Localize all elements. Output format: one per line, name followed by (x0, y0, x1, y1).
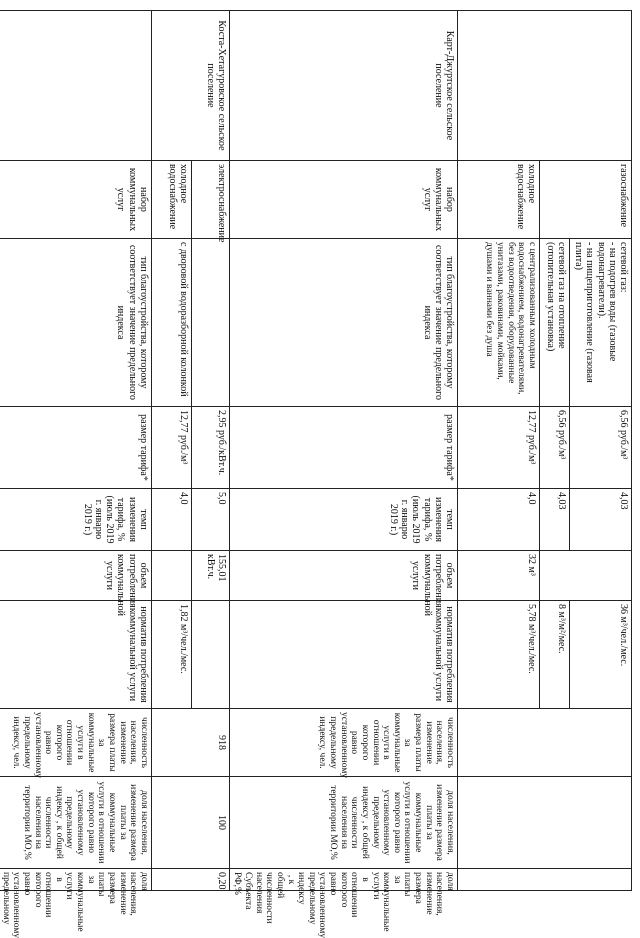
volume-gas-b: 32 м³ (458, 551, 540, 601)
type-gas-a: сетевой газ: - на подогрев воды (газовые водонагреватели). - на пищеприготовление (газовая плита) (570, 239, 632, 407)
settlement-cell-empty (458, 11, 632, 161)
volume-water-kosta-empty (151, 551, 191, 601)
tariff-elec: 2,95 руб./кВт.ч. (191, 407, 229, 489)
tariff-table (0, 10, 632, 938)
type-water-kosta: с дворовой водоразборной колонкой (151, 239, 191, 407)
growth-water: 4,0 (458, 489, 540, 551)
settlement-kara: Карт-Джуртское сельское поселение (229, 11, 457, 161)
settlement-kosta: Коста-Хетагуровское сельское поселение (151, 11, 229, 161)
header-pop-kosta: численность населения, изменение размера платы за коммунальные услуги в отношении которого равно установленному предельному индексу, чел. (0, 709, 151, 777)
volume-gas-empty (540, 551, 632, 601)
growth-gas-b: 4,03 (540, 489, 570, 551)
service-water-kosta: холодное водоснабжение (151, 161, 191, 239)
header-volume: объем потребления коммунальной услуги (229, 551, 457, 601)
header-tariff-kosta: размер тарифа* (0, 407, 151, 489)
row-kara-gas-a (570, 11, 632, 891)
norm-water-kosta: 1,82 м³/чел./мес. (151, 601, 191, 709)
share-sub-empty (458, 869, 632, 891)
row-kara-header (229, 11, 457, 891)
norm-gas-b: 8 м³/м²/мес. (540, 601, 570, 709)
row-kosta-header (0, 11, 151, 891)
volume-elec: 155,01 кВт.ч. (191, 551, 229, 601)
header-type-kosta: тип благоустройства, которому соответствует значение предельного индекса (0, 239, 151, 407)
tariff-gas-b: 6,56 руб./м³ (540, 407, 570, 489)
header-growth: темп изменения тарифа, % (июль 2019 г. январю 2019 г.) (229, 489, 457, 551)
type-elec-empty (191, 239, 229, 407)
row-kosta-elec (191, 11, 229, 891)
header-set: набор коммунальных услуг (229, 161, 457, 239)
service-elec: электроснабжение (191, 161, 229, 239)
header-pop: численность населения, изменение размера платы за коммунальные услуги в отношении которого равно установленному предельному индексу, чел. (229, 709, 457, 777)
growth-water-kosta: 4,0 (151, 489, 191, 551)
header-tariff: размер тарифа* (229, 407, 457, 489)
norm-gas-a: 36 м³/чел./мес. (570, 601, 632, 709)
tariff-gas-a: 6,56 руб./м³ (570, 407, 632, 489)
type-gas-b: сетевой газ на отопление (отопительная установка) (540, 239, 570, 407)
header-growth-kosta: темп изменения тарифа, % (июль 2019 г. январю 2019 г.) (0, 489, 151, 551)
tariff-water-kosta: 12,77 руб./м³ (151, 407, 191, 489)
service-gas: газоснабжение (540, 161, 632, 239)
service-water: холодное водоснабжение (458, 161, 540, 239)
type-water: с централизованным холодным водоснабжением, водонагревателями, без водоотведения, оборудованные унитазами, раковинами, мойками, душами и ваннами без душа (458, 239, 540, 407)
header-norm-kosta: норматив потребления коммунальной услуги (0, 601, 151, 709)
header-volume-kosta: объем потребления коммунальной услуги (0, 551, 151, 601)
header-share-mo: доля населения, изменение размера платы за коммунальные услуги в отношении которого равно установленному предельному индексу , к общей численности населения на территории МО,% (229, 777, 457, 869)
norm-elec-empty (191, 601, 229, 709)
header-share-sub: доля населения, изменение размера платы за коммунальные услуги в отношении которого равно установленному предельному индексу , к общей численности населения Субъекта РФ,% (229, 869, 457, 891)
header-type: тип благоустройства, которому соответствует значение предельного индекса (229, 239, 457, 407)
growth-gas-a: 4,03 (570, 489, 632, 551)
share-mo-kosta: 100 (151, 777, 229, 869)
norm-water: 5,78 м³/чел./мес. (458, 601, 540, 709)
header-norm: норматив потребления коммунальной услуги (229, 601, 457, 709)
header-share-sub-kosta: доля населения, изменение размера платы за коммунальные услуги в отношении которого равно установленному предельному (0, 869, 151, 891)
growth-elec: 5,0 (191, 489, 229, 551)
share-sub-kosta: 0,20 (151, 869, 229, 891)
header-set-kosta: набор коммунальных услуг (0, 161, 151, 239)
tariff-water: 12,77 руб./м³ (458, 407, 540, 489)
share-mo-empty (458, 777, 632, 869)
header-settlement-kosta-empty (0, 11, 151, 161)
pop-cell-empty (458, 709, 632, 777)
header-share-mo-kosta: доля населения, изменение размера платы за коммунальные услуги в отношении которого равно установленному предельному индексу , к общей численности населения на территории МО,% (0, 777, 151, 869)
population-kosta: 918 (151, 709, 229, 777)
